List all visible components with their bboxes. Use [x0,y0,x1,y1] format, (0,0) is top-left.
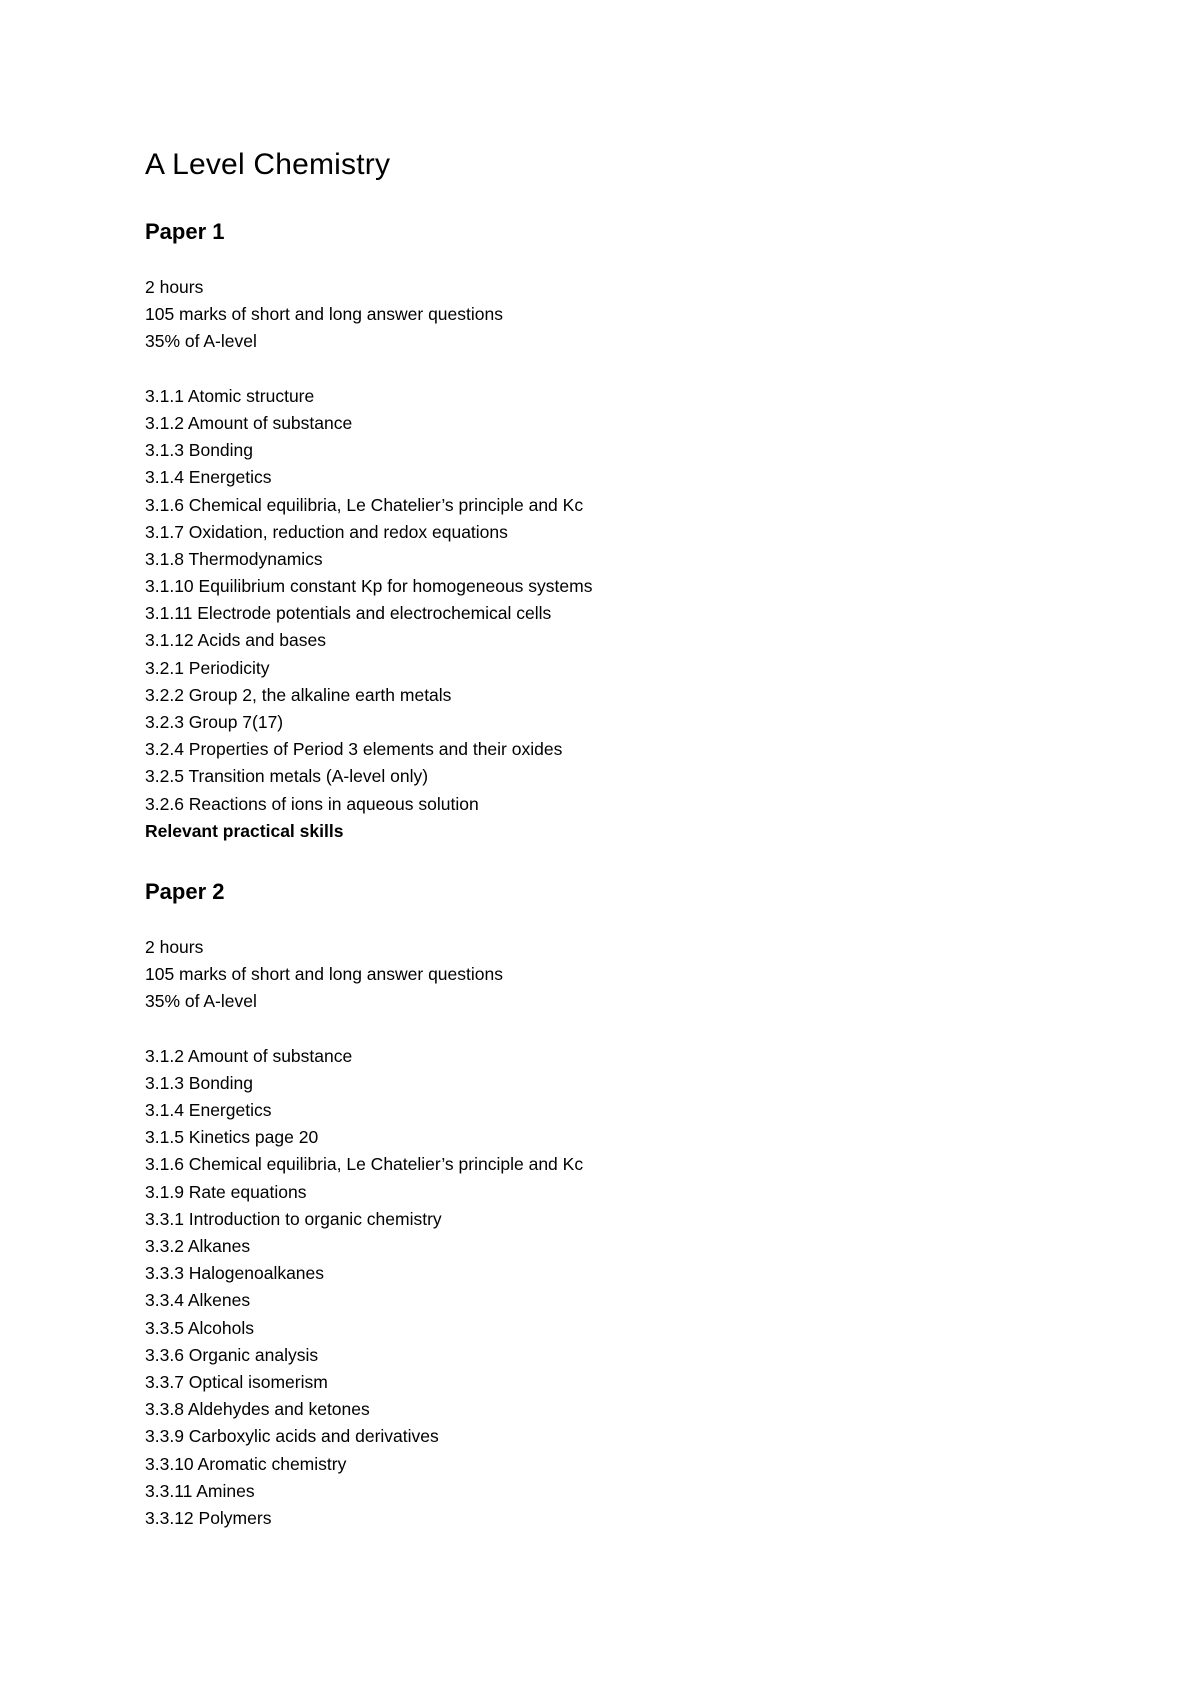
topic-item: 3.1.9 Rate equations [145,1181,307,1202]
topic-item: 3.3.11 Amines [145,1480,255,1501]
paper-2-topic-list [145,1043,1045,1532]
paper-1-marks: 105 marks of short and long answer questions [145,304,503,325]
paper-2-info [145,934,1045,1016]
topic-item: 3.1.4 Energetics [145,467,272,488]
paper-2-duration: 2 hours [145,936,204,957]
topic-item: 3.1.1 Atomic structure [145,385,315,406]
paper-1-duration: 2 hours [145,277,204,297]
topic-item: 3.1.8 Thermodynamics [145,548,323,569]
practical-skills-note: Relevant practical skills [145,820,344,841]
topic-item: 3.3.9 Carboxylic acids and derivatives [145,1426,439,1447]
topic-item: 3.2.5 Transition metals (A-level only) [145,766,429,787]
topic-item: 3.1.5 Kinetics page 20 [145,1127,319,1148]
paper-1-weighting: 35% of A-level [145,331,257,352]
topic-item: 3.1.3 Bonding [145,1072,254,1093]
topic-item: 3.3.2 Alkanes [145,1236,251,1256]
paper-1-info [145,274,1045,356]
topic-item: 3.3.4 Alkenes [145,1290,251,1311]
topic-item: 3.2.4 Properties of Period 3 elements and their oxides [145,739,563,760]
paper-2-heading: Paper 2 [145,878,225,904]
topic-item: 3.3.12 Polymers [145,1507,272,1528]
topic-item: 3.2.2 Group 2, the alkaline earth metals [145,684,452,705]
topic-item: 3.1.7 Oxidation, reduction and redox equations [145,521,508,542]
topic-item: 3.1.6 Chemical equilibria, Le Chatelier’s principle and Kc [145,494,584,515]
paper-2-weighting: 35% of A-level [145,991,257,1012]
paper-1-heading: Paper 1 [145,219,225,244]
topic-item: 3.3.10 Aromatic chemistry [145,1453,347,1474]
topic-item: 3.2.1 Periodicity [145,657,270,678]
topic-item: 3.3.3 Halogenoalkanes [145,1263,325,1284]
topic-item: 3.2.3 Group 7(17) [145,712,284,732]
topic-item: 3.3.1 Introduction to organic chemistry [145,1208,442,1229]
topic-item: 3.3.8 Aldehydes and ketones [145,1399,370,1420]
paper-1-topic-list [145,383,1045,845]
topic-item: 3.1.6 Chemical equilibria, Le Chatelier’s principle and Kc [145,1154,584,1175]
topic-item: 3.1.3 Bonding [145,440,254,461]
topic-item: 3.1.10 Equilibrium constant Kp for homogeneous systems [145,576,593,597]
topic-item: 3.1.2 Amount of substance [145,412,353,433]
document-content [145,145,1045,1532]
topic-item: 3.1.4 Energetics [145,1100,272,1121]
topic-item: 3.3.5 Alcohols [145,1317,254,1338]
topic-item: 3.3.7 Optical isomerism [145,1371,328,1392]
topic-item: 3.1.11 Electrode potentials and electrochemical cells [145,603,552,624]
topic-item: 3.3.6 Organic analysis [145,1344,319,1365]
paper-2-marks: 105 marks of short and long answer questions [145,964,503,985]
topic-item: 3.2.6 Reactions of ions in aqueous solution [145,793,479,814]
paper-2-section [145,877,1045,1532]
topic-item: 3.1.2 Amount of substance [145,1045,353,1066]
topic-item: 3.1.12 Acids and bases [145,630,326,651]
page-title: A Level Chemistry [145,148,391,181]
paper-1-section [145,217,1045,845]
